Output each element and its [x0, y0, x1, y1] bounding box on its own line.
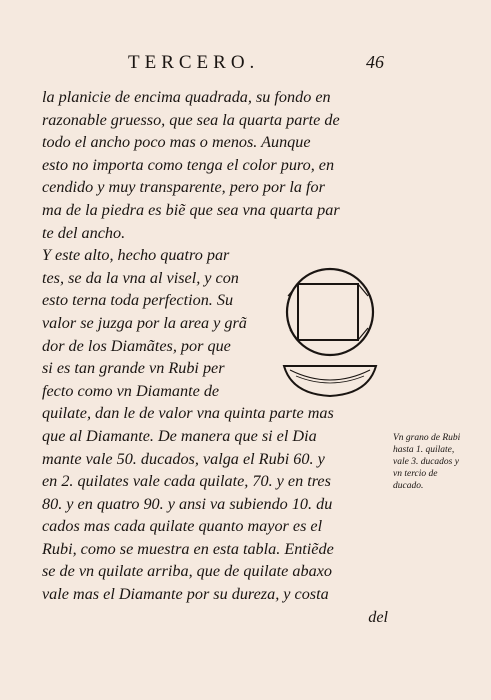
gem-facet-line	[288, 284, 298, 296]
gem-profile-side	[284, 366, 376, 396]
text-line: la planicie de encima quadrada, su fondo en	[42, 88, 331, 106]
ruby-cut-illustration	[280, 266, 380, 406]
text-line: Y este alto, hecho quatro par	[42, 246, 230, 265]
text-line: vale mas el Diamante por su dureza, y costa	[42, 585, 329, 604]
text-line: que al Diamante. De manera que si el Dia	[42, 426, 317, 445]
text-line: dor de los Diamãtes, por que	[42, 336, 231, 355]
text-line: tes, se da la vna al visel, y con	[42, 268, 239, 287]
text-line: ma de la piedra es biẽ que sea vna quarta par	[42, 200, 340, 219]
text-line: todo el ancho poco mas o menos. Aunque	[42, 133, 311, 152]
catchword: del	[368, 607, 388, 626]
marginal-note: Vn grano de Rubi hasta 1. quilate, vale 3. ducados y vn tercio de ducado.	[393, 433, 461, 491]
text-line: fecto como vn Diamante de	[42, 381, 220, 400]
gem-table-square	[298, 284, 358, 340]
gem-facet-line	[290, 330, 298, 340]
text-line: quilate, dan le de valor vna quinta parte mas	[42, 404, 334, 423]
text-line: en 2. quilates vale cada quilate, 70. y en tres	[42, 472, 331, 491]
text-line: se de vn quilate arriba, que de quilate abaxo	[42, 562, 332, 581]
text-line: 80. y en quatro 90. y ansi va subiendo 10. du	[42, 494, 333, 513]
text-line: te del ancho.	[42, 223, 126, 242]
text-line: cendido y muy transparente, pero por la for	[42, 178, 325, 197]
text-line: valor se juzga por la area y grã	[42, 313, 247, 332]
running-head: TERCERO.	[128, 52, 260, 73]
text-line: esto terna toda perfection. Su	[42, 291, 234, 310]
gem-outline-top	[287, 269, 373, 355]
text-line: Rubi, como se muestra en esta tabla. Entiẽde	[42, 539, 334, 558]
page-number: 46	[366, 52, 384, 72]
text-line: mante vale 50. ducados, valga el Rubi 60. y	[42, 449, 325, 468]
text-line: cados mas cada quilate quanto mayor es el	[42, 517, 323, 536]
text-line: razonable gruesso, que sea la quarta parte de	[42, 110, 340, 129]
text-line: si es tan grande vn Rubi per	[42, 359, 225, 378]
text-line: esto no importa como tenga el color puro, en	[42, 155, 335, 174]
